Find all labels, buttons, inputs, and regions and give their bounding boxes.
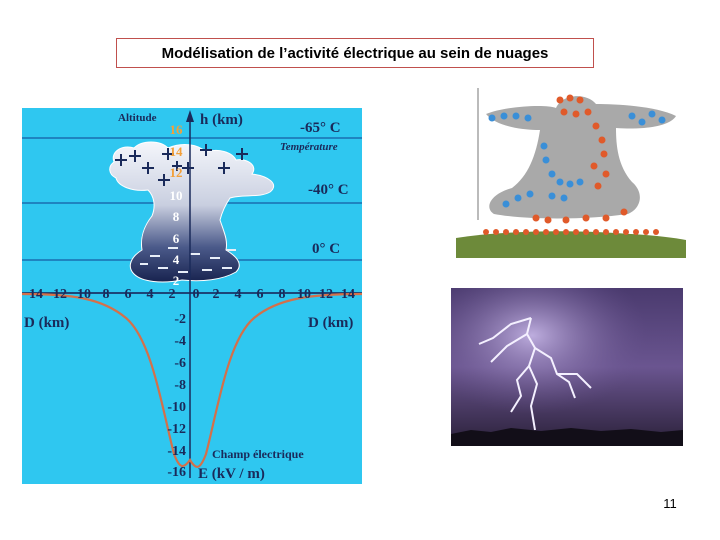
e-axis-label: E (kV / m) (198, 466, 265, 482)
h-tick: 14 (169, 144, 183, 159)
temperature-label: Température (280, 141, 338, 153)
d-tick: 4 (146, 287, 154, 302)
slide-title: Modélisation de l’activité électrique au sein de nuages (116, 38, 594, 68)
d-tick: 12 (319, 287, 333, 302)
d-label-left: D (km) (24, 315, 70, 331)
e-tick: -14 (167, 444, 186, 459)
h-tick: 4 (172, 252, 180, 267)
d-tick: 2 (168, 287, 176, 302)
lightning-photo (451, 288, 683, 446)
d-tick: 8 (102, 287, 110, 302)
h-tick-labels (170, 122, 184, 180)
d-tick: 6 (256, 287, 264, 302)
d-tick: 10 (77, 287, 91, 302)
e-tick: -6 (174, 356, 186, 371)
h-tick: 10 (169, 188, 183, 203)
d-tick: 4 (234, 287, 242, 302)
page-number: 11 (663, 496, 677, 511)
temp-zero: 0° C (312, 241, 341, 257)
d-tick-labels (29, 287, 355, 302)
charge-separation-image (456, 86, 686, 258)
e-tick: -12 (167, 422, 186, 437)
d-tick: 14 (29, 287, 43, 302)
h-axis-label: h (km) (200, 112, 243, 128)
e-tick: -2 (174, 312, 186, 327)
altitude-label: Altitude (118, 112, 157, 124)
h-tick: 8 (172, 209, 180, 224)
temp-minus-65: -65° C (300, 120, 341, 136)
d-tick: 14 (341, 287, 355, 302)
d-tick: 6 (124, 287, 132, 302)
d-tick: 2 (212, 287, 220, 302)
e-tick: -4 (174, 334, 186, 349)
electric-field-diagram (22, 108, 362, 484)
h-tick: 6 (172, 231, 180, 246)
e-tick: -16 (167, 465, 186, 480)
h-tick: 2 (172, 273, 180, 288)
field-label: Champ électrique (212, 447, 304, 461)
d-tick: 12 (53, 287, 67, 302)
d-tick-zero: 0 (192, 287, 200, 302)
h-tick: 12 (169, 165, 183, 180)
d-label-right: D (km) (308, 315, 354, 331)
temp-minus-40: -40° C (308, 182, 349, 198)
d-tick: 8 (278, 287, 286, 302)
h-tick: 16 (169, 122, 183, 137)
d-tick: 10 (297, 287, 311, 302)
e-tick: -10 (167, 400, 186, 415)
e-tick: -8 (174, 378, 186, 393)
